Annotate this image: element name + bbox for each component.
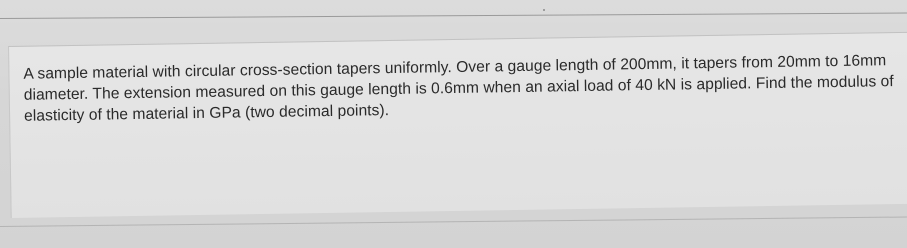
top-divider-line — [0, 12, 907, 19]
question-panel — [8, 32, 907, 218]
speck — [543, 9, 545, 11]
question-text: A sample material with circular cross-section tapers uniformly. Over a gauge length of 200mm, it tapers from 20mm to 16mm diameter. The extension measured on this gauge length is 0.6mm when an axial load of 40 kN is applied. Find the modulus of elasticity of the material in GPa (two decimal points). — [23, 52, 894, 125]
bottom-divider-line — [0, 217, 907, 227]
